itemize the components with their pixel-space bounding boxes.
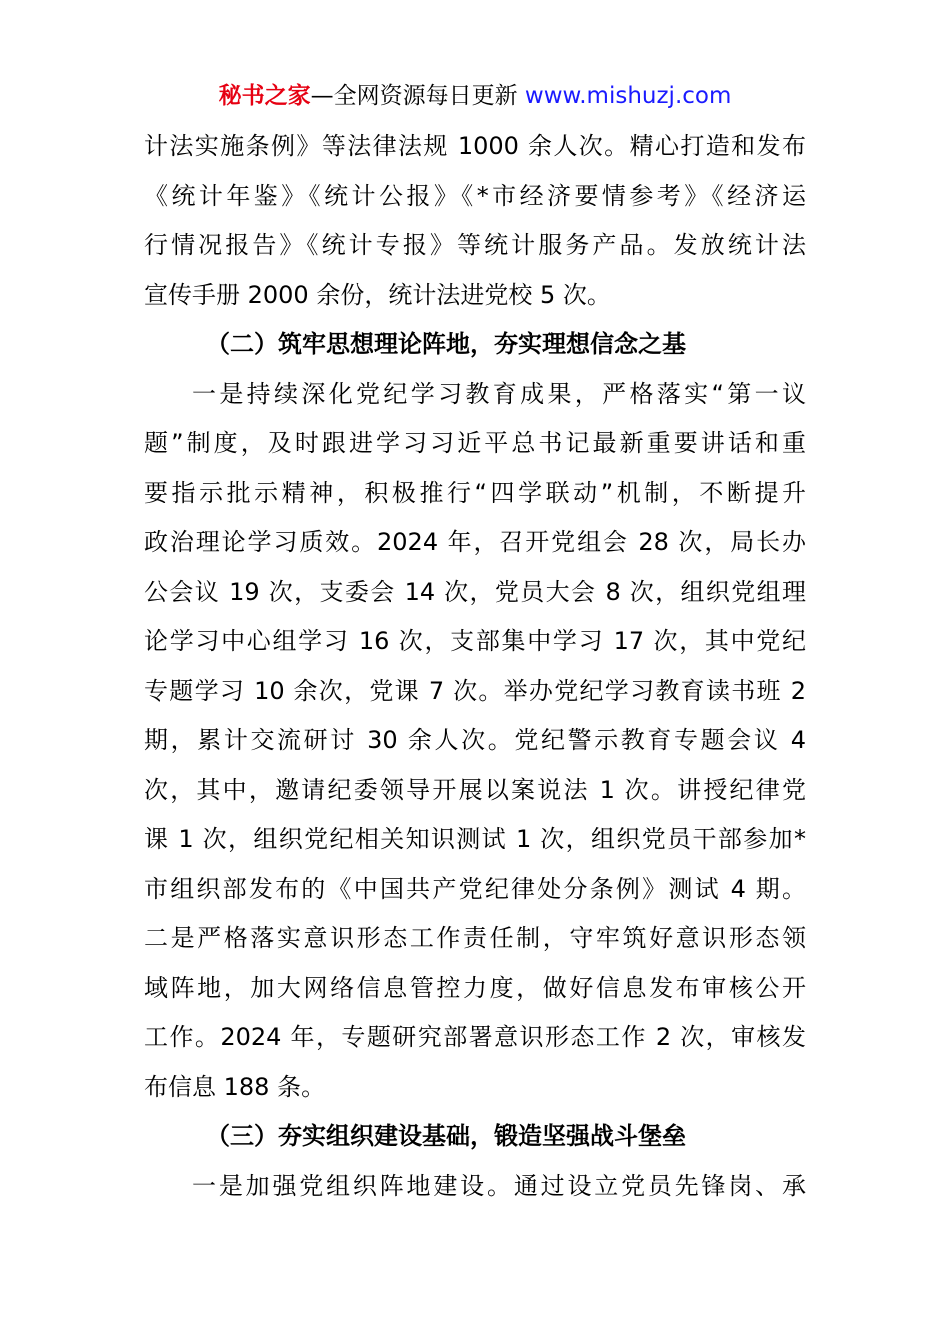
header-url-link[interactable]: www.mishuzj.com <box>524 83 732 109</box>
text-line: 次，其中，邀请纪委领导开展以案说法 1 次。讲授纪律党 <box>144 775 806 804</box>
text-line: 宣传手册 2000 余份，统计法进党校 5 次。 <box>144 280 611 309</box>
header-brand: 秘书之家 <box>218 83 311 109</box>
header-tagline: —全网资源每日更新 <box>310 83 518 109</box>
text-line: 专题学习 10 余次，党课 7 次。举办党纪学习教育读书班 2 <box>144 676 806 705</box>
section-heading: （三）夯实组织建设基础，锻造坚强战斗堡垒 <box>206 1122 686 1150</box>
text-line: 一是持续深化党纪学习教育成果，严格落实“第一议 <box>192 379 806 408</box>
text-line: 题”制度，及时跟进学习习近平总书记最新重要讲话和重 <box>144 429 806 457</box>
text-line: 课 1 次，组织党纪相关知识测试 1 次，组织党员干部参加* <box>144 825 806 853</box>
text-line: 期，累计交流研讨 30 余人次。党纪警示教育专题会议 4 <box>144 726 806 754</box>
text-line: 《统计年鉴》《统计公报》《*市经济要情参考》《经济运 <box>144 181 806 210</box>
text-line: 计法实施条例》等法律法规 1000 余人次。精心打造和发布 <box>144 132 806 160</box>
page-header <box>0 80 950 112</box>
text-line: 域阵地，加大网络信息管控力度，做好信息发布审核公开 <box>144 973 806 1002</box>
text-line: 要指示批示精神，积极推行“四学联动”机制，不断提升 <box>144 478 806 507</box>
text-line: 行情况报告》《统计专报》等统计服务产品。发放统计法 <box>144 231 806 259</box>
text-line: 布信息 188 条。 <box>144 1072 326 1101</box>
text-line: 市组织部发布的《中国共产党纪律处分条例》测试 4 期。 <box>144 874 806 903</box>
document-body <box>144 122 806 1211</box>
section-heading: （二）筑牢思想理论阵地，夯实理想信念之基 <box>206 330 686 358</box>
text-line: 论学习中心组学习 16 次，支部集中学习 17 次，其中党纪 <box>144 627 806 655</box>
text-line: 政治理论学习质效。2024 年，召开党组会 28 次，局长办 <box>144 528 806 556</box>
text-line: 二是严格落实意识形态工作责任制，守牢筑好意识形态领 <box>144 924 806 952</box>
text-line: 公会议 19 次，支委会 14 次，党员大会 8 次，组织党组理 <box>144 577 806 606</box>
text-line: 一是加强党组织阵地建设。通过设立党员先锋岗、承 <box>192 1171 806 1200</box>
text-line: 工作。2024 年，专题研究部署意识形态工作 2 次，审核发 <box>144 1023 806 1051</box>
